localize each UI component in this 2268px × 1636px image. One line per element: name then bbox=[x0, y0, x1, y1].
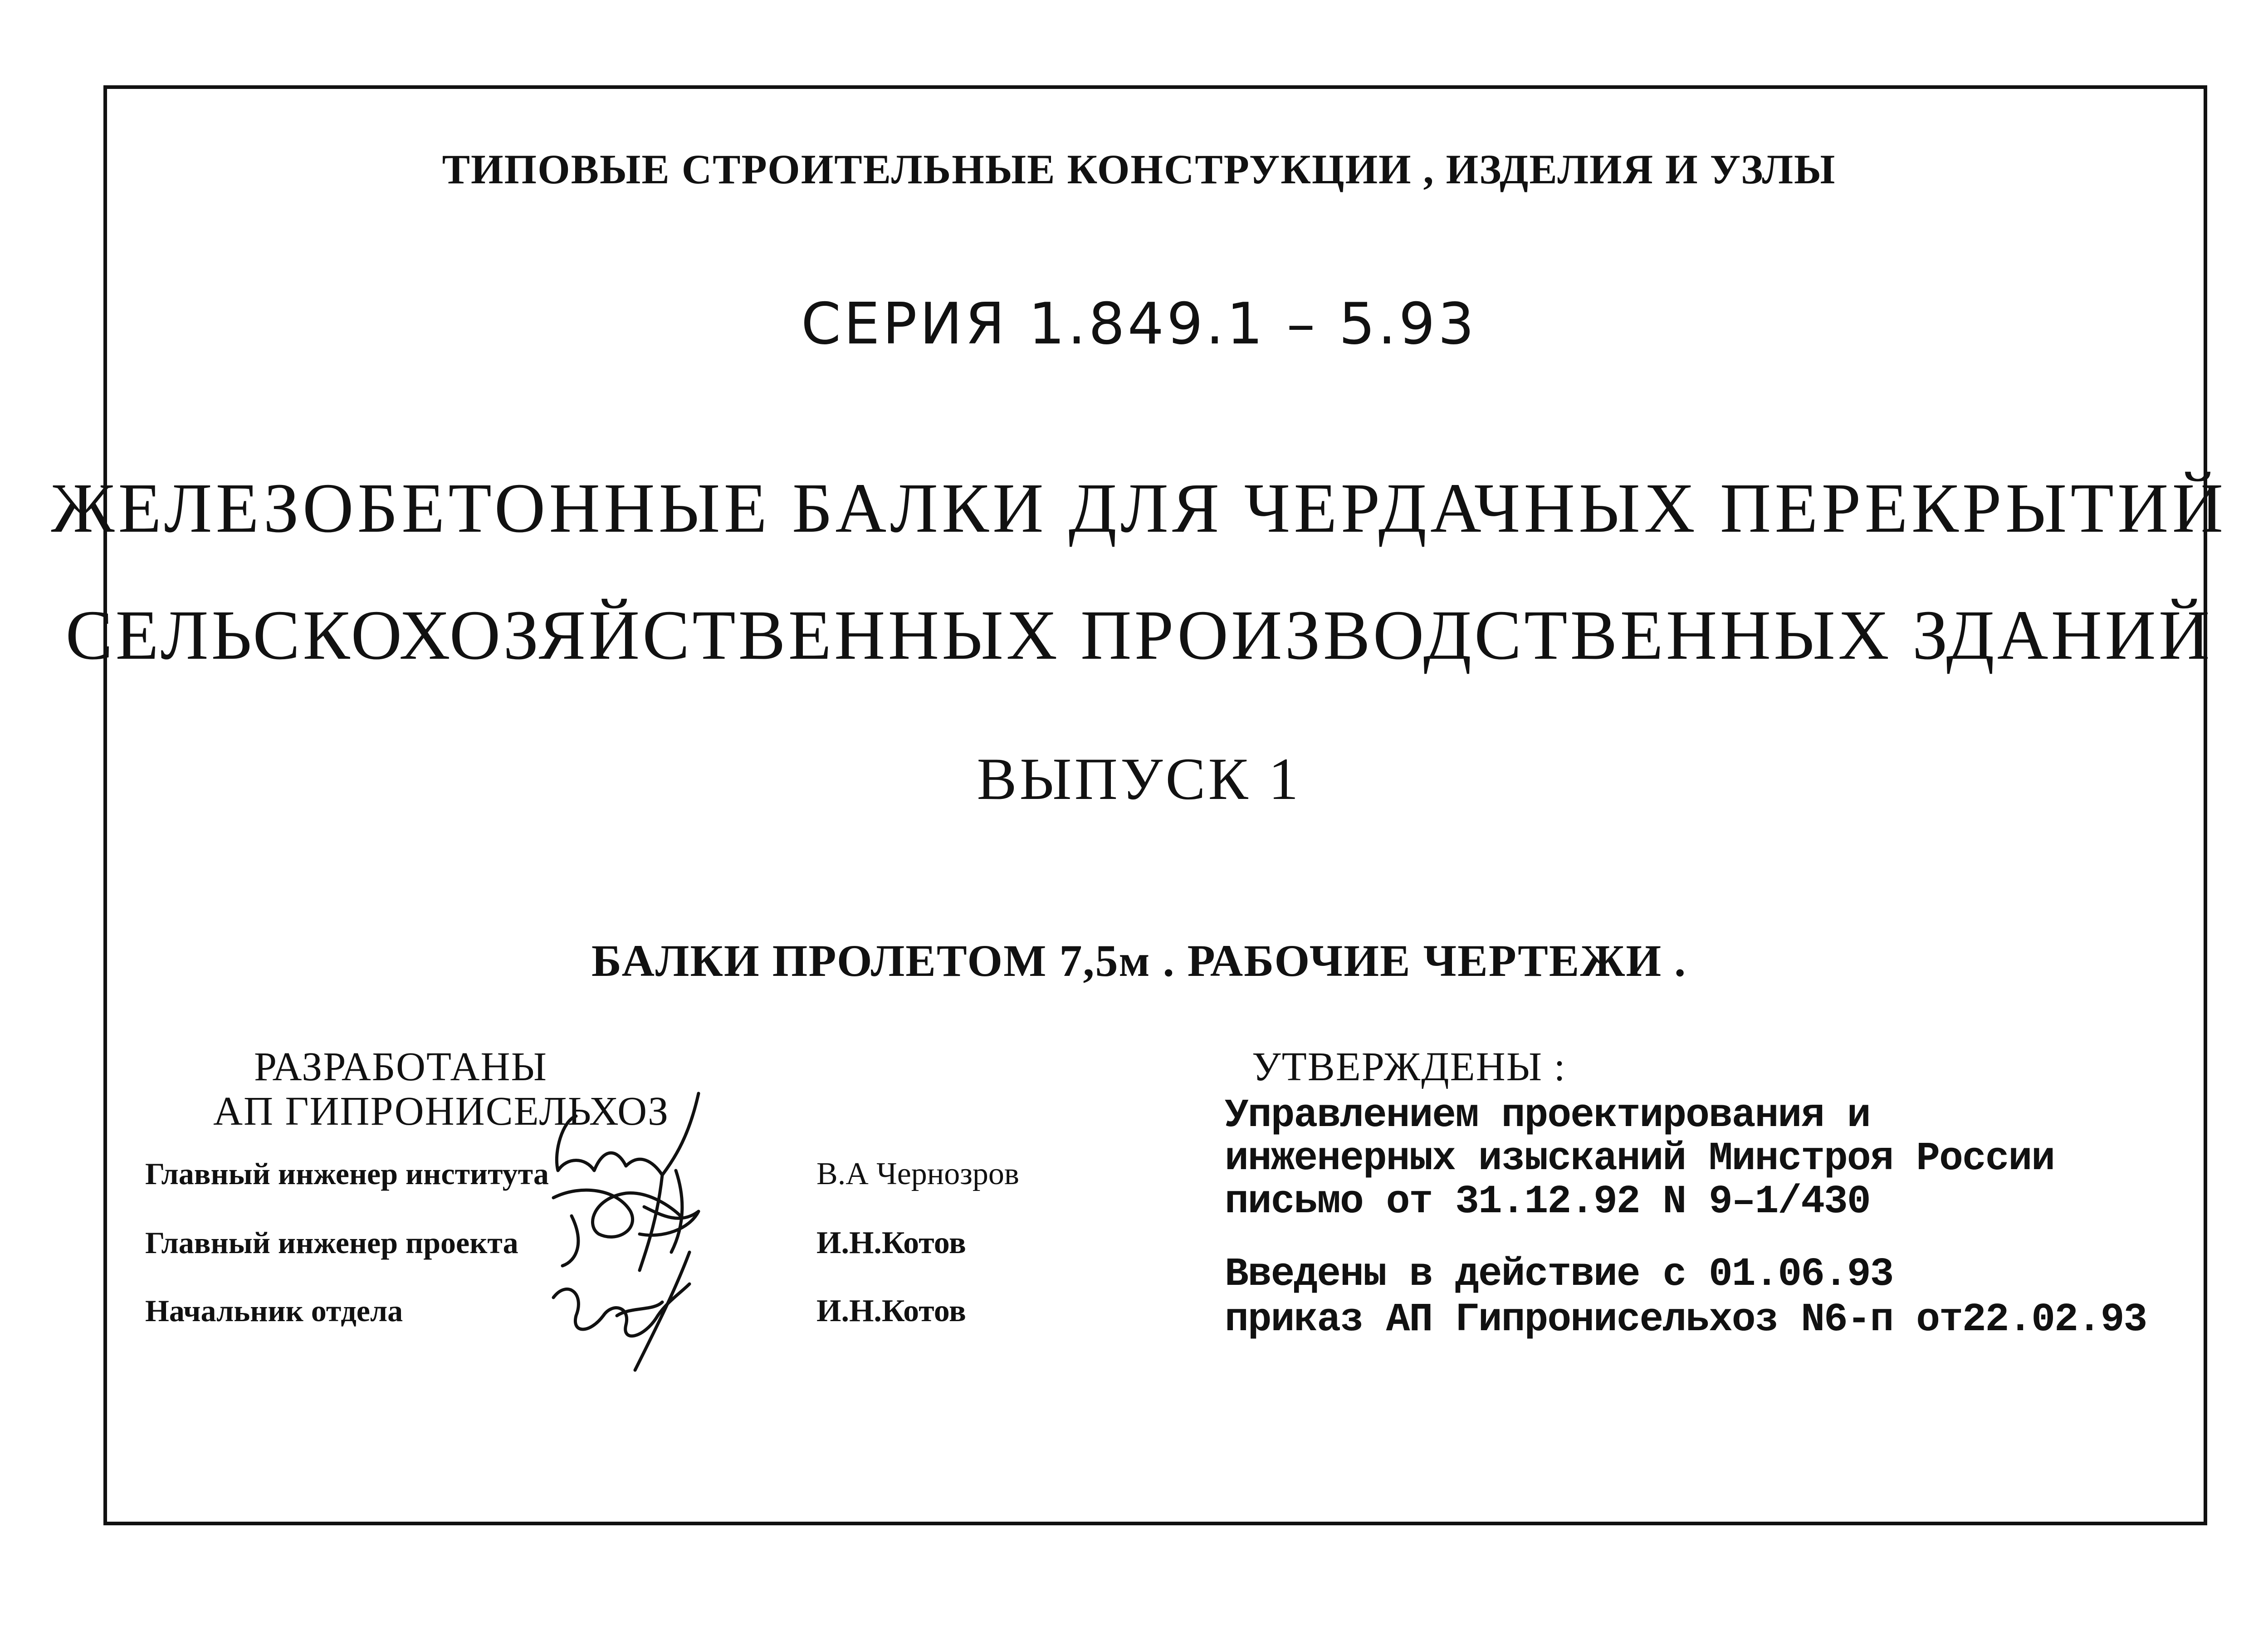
developed-heading: РАЗРАБОТАНЫ bbox=[254, 1044, 547, 1089]
issue-number: ВЫПУСК 1 bbox=[977, 745, 1301, 812]
document-title-line-1: ЖЕЛЕЗОБЕТОННЫЕ БАЛКИ ДЛЯ ЧЕРДАЧНЫХ ПЕРЕКРЫТИЙ bbox=[51, 469, 2227, 547]
signatory-name: И.Н.Котов bbox=[816, 1293, 966, 1328]
handwritten-signatures bbox=[526, 1080, 889, 1397]
developer-organization: АП ГИПРОНИСЕЛЬХОЗ bbox=[213, 1089, 670, 1134]
approval-line: инженерных изысканий Минстроя России bbox=[1225, 1136, 2055, 1181]
approved-heading: УТВЕРЖДЕНЫ : bbox=[1252, 1044, 1566, 1089]
document-title-line-2: СЕЛЬСКОХОЗЯЙСТВЕННЫХ ПРОИЗВОДСТВЕННЫХ ЗДАНИЙ bbox=[65, 596, 2213, 674]
approval-line: Управлением проектирования и bbox=[1225, 1093, 1870, 1138]
signatory-label: Начальник отдела bbox=[145, 1293, 403, 1328]
signatory-label: Главный инженер института bbox=[145, 1156, 549, 1191]
effective-date: Введены в действие с 01.06.93 bbox=[1225, 1252, 1893, 1297]
signatory-label: Главный инженер проекта bbox=[145, 1225, 518, 1260]
signatory-name: И.Н.Котов bbox=[816, 1225, 966, 1260]
approval-letter-reference: письмо от 31.12.92 N 9–1/430 bbox=[1225, 1180, 1870, 1225]
document-subtitle: БАЛКИ ПРОЛЕТОМ 7,5м . РАБОЧИЕ ЧЕРТЕЖИ . bbox=[591, 936, 1687, 986]
order-reference: приказ АП Гипронисельхоз N6-п от22.02.93 bbox=[1225, 1298, 2147, 1342]
signatory-name: В.А Чернозров bbox=[816, 1156, 1019, 1191]
series-number: СЕРИЯ 1.849.1 – 5.93 bbox=[801, 290, 1477, 357]
top-heading: ТИПОВЫЕ СТРОИТЕЛЬНЫЕ КОНСТРУКЦИИ , ИЗДЕЛИЯ И УЗЛЫ bbox=[442, 146, 1836, 192]
